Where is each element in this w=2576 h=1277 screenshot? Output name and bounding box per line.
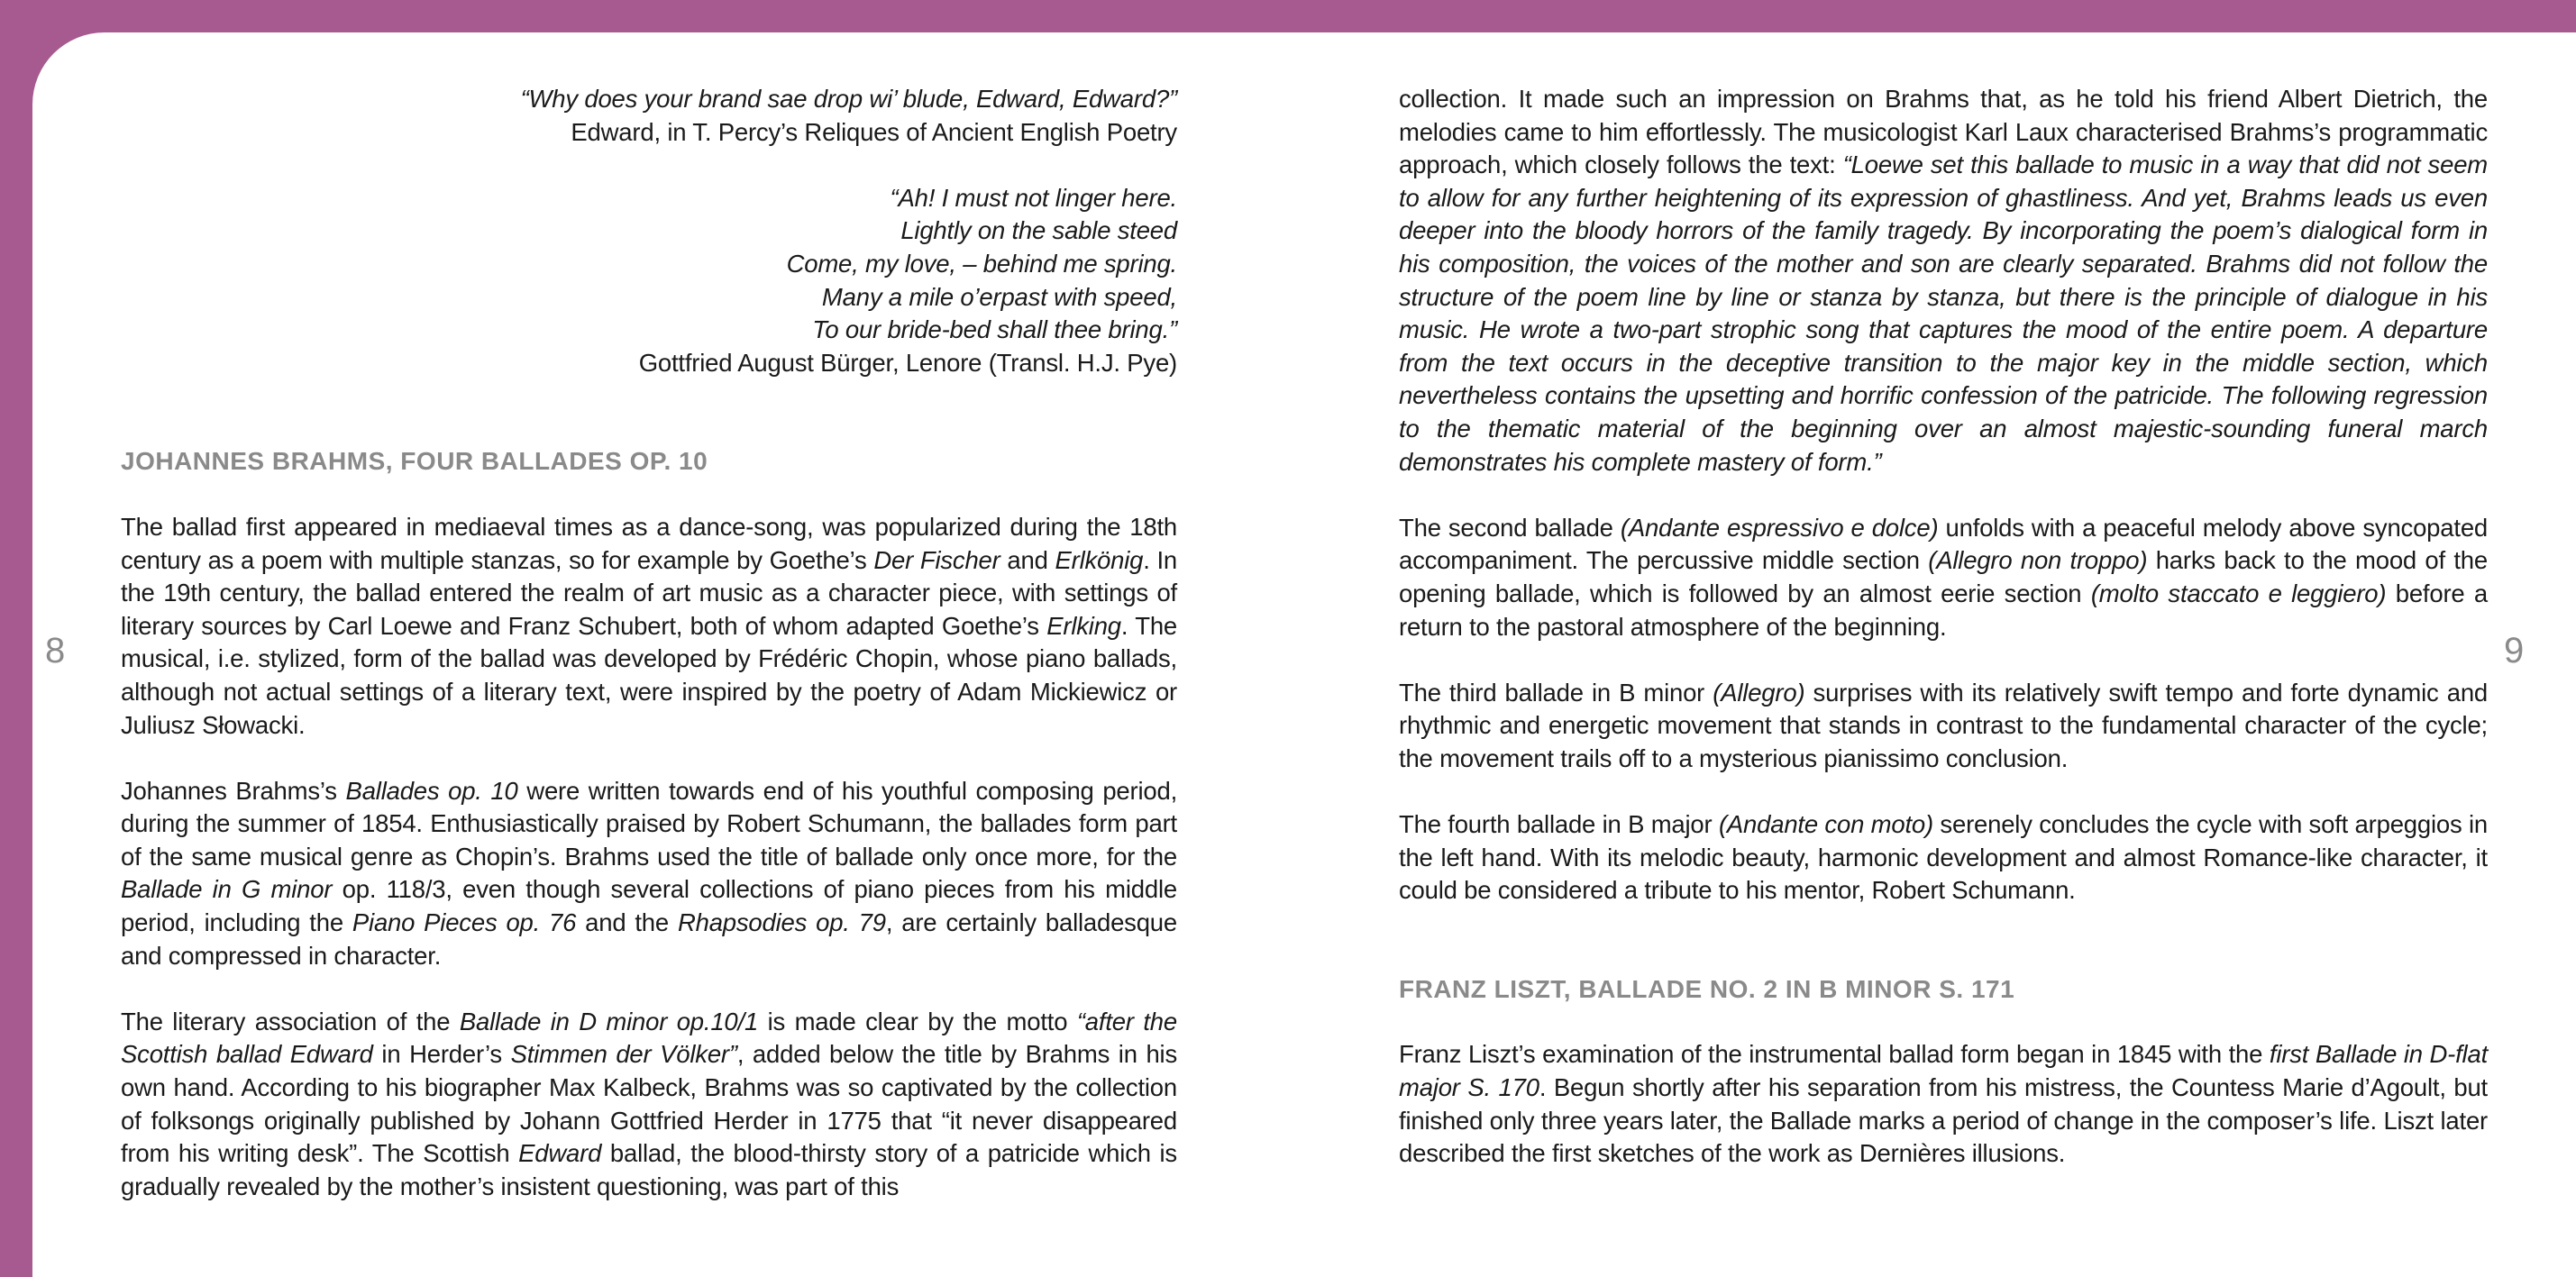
epigraph-attribution: Edward, in T. Percy’s Reliques of Ancient English Poetry: [571, 117, 1177, 146]
page-number-right: 9: [2504, 631, 2525, 670]
right-page-column: [1399, 83, 2488, 1203]
paragraph: Franz Liszt’s examination of the instrumental ballad form began in 1845 with the first Ballade in D-flat major S. 170. Begun shortly after his separation from his mistress, the Countess Marie d’Agoult, but finished only three years later, the Ballade marks a period of change in the composer’s life. Liszt later described the first sketches of the work as Dernières illusions.: [1399, 1040, 2489, 1168]
page-number-left: 8: [45, 631, 66, 670]
paragraph: The second ballade (Andante espressivo e dolce) unfolds with a peaceful melody above syncopated accompaniment. The percussive middle section (Allegro non troppo) harks back to the mood of the opening ballade, which is followed by an almost eerie section (molto staccato e leggiero) before a return to the pastoral atmosphere of the beginning.: [1399, 513, 2489, 641]
epigraph-line: Come, my love, – behind me spring.: [786, 249, 1177, 278]
paragraph: The fourth ballade in B major (Andante con moto) serenely concludes the cycle with soft arpeggios in the left hand. With its melodic beauty, harmonic development and almost Romance-like character, it could be considered a tribute to his mentor, Robert Schumann.: [1399, 810, 2489, 905]
epigraph-line: To our bride-bed shall thee bring.”: [812, 315, 1177, 344]
epigraph-line: Many a mile o’erpast with speed,: [821, 282, 1177, 311]
paragraph: The literary association of the Ballade in D minor op.10/1 is made clear by the motto “after the Scottish ballad Edward in Herder’s Stimmen der Völker”, added below the title by Brahms in his own hand. According to his biographer Max Kalbeck, Brahms was so captivated by the collection of folksongs originally published by Johann Gottfried Herder in 1775 that “it never disappeared from his writing desk”. The Scottish Edward ballad, the blood-thirsty story of a patricide which is gradually revealed by the mother’s insistent questioning, was part of this: [121, 1007, 1177, 1200]
section-heading-brahms: JOHANNES BRAHMS, FOUR BALLADES OP. 10: [121, 447, 708, 476]
paragraph: The third ballade in B minor (Allegro) surprises with its relatively swift tempo and forte dynamic and rhythmic and energetic movement that stands in contrast to the fundamental character of the cycle; the movement trails off to a mysterious pianissimo conclusion.: [1399, 678, 2489, 772]
epigraph-edward: [121, 83, 1177, 149]
paragraph: collection. It made such an impression on Brahms that, as he told his friend Albert Dietrich, the melodies came to him effortlessly. The musicologist Karl Laux characterised Brahms’s programmatic approach, which closely follows the text: “Loewe set this ballade to music in a way that did not seem to allow for any further heightening of its expression of ghastliness. And yet, Brahms leads us even deeper into the bloody horrors of the family tragedy. By incorporating the poem’s dialogical form in his composition, the voices of the mother and son are clearly separated. Brahms did not follow the structure of the poem line by line or stanza by stanza, but there is the principle of dialogue in his music. He wrote a two-part strophic song that captures the mood of the entire poem. A departure from the text occurs in the deceptive transition to the major key in the middle section, which nevertheless contains the upsetting and horrific confession of the patricide. The following regression to the thematic material of the beginning over an almost majestic-sounding funeral march demonstrates his complete mastery of form.”: [1399, 85, 2488, 476]
epigraph-line: “Why does your brand sae drop wi’ blude, Edward, Edward?”: [520, 85, 1177, 113]
booklet-spread: [32, 32, 2576, 1277]
epigraph-line: Lightly on the sable steed: [900, 216, 1177, 245]
paragraph: The ballad first appeared in mediaeval times as a dance-song, was popularized during the 18th century as a poem with multiple stanzas, so for example by Goethe’s Der Fischer and Erlkönig. In the 19th century, the ballad entered the realm of art music as a character piece, with settings of literary sources by Carl Loewe and Franz Schubert, both of whom adapted Goethe’s Erlking. The musical, i.e. stylized, form of the ballad was developed by Frédéric Chopin, whose piano ballads, although not actual settings of a literary text, were inspired by the poetry of Adam Mickiewicz or Juliusz Słowacki.: [121, 512, 1178, 739]
epigraph-attribution: Gottfried August Bürger, Lenore (Transl. H.J. Pye): [638, 348, 1177, 377]
section-heading-liszt: FRANZ LISZT, BALLADE NO. 2 IN B MINOR S. 171: [1399, 974, 2015, 1003]
epigraph-line: “Ah! I must not linger here.: [890, 183, 1177, 212]
left-page-column: [121, 83, 1177, 1236]
epigraph-lenore: [121, 182, 1177, 380]
paragraph: Johannes Brahms’s Ballades op. 10 were written towards end of his youthful composing period, during the summer of 1854. Enthusiastically praised by Robert Schumann, the ballades form part of the same musical genre as Chopin’s. Brahms used the title of ballade only once more, for the Ballade in G minor op. 118/3, even though several collections of piano pieces from his middle period, including the Piano Pieces op. 76 and the Rhapsodies op. 79, are certainly balladesque and compressed in character.: [121, 776, 1178, 970]
